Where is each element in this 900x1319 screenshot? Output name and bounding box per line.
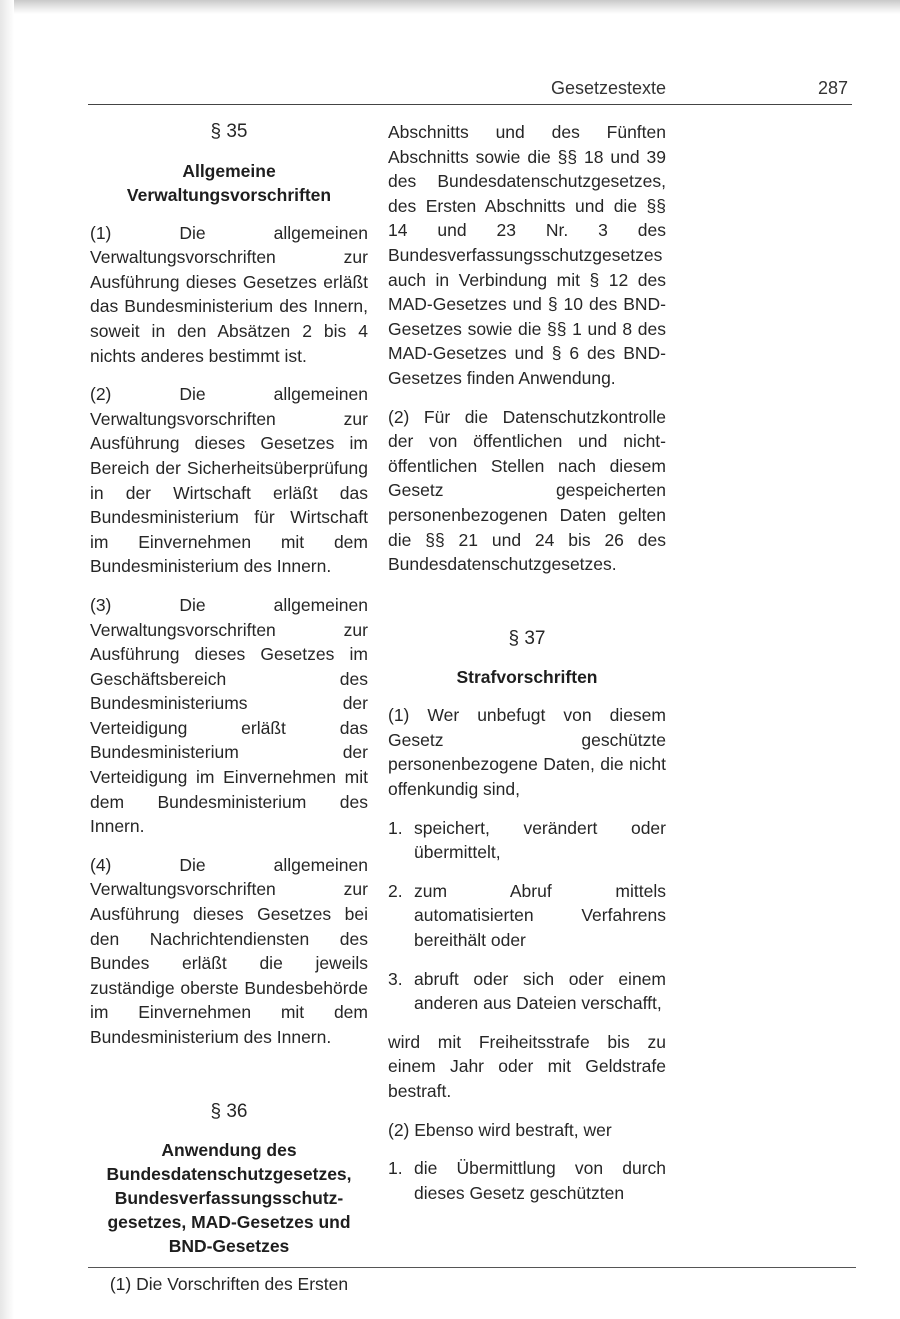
section-36-paragraph-1-start: (1) Die Vorschriften des Ersten — [109, 1274, 349, 1295]
section-35-number: § 35 — [210, 121, 248, 142]
section-36-title — [90, 1138, 368, 1258]
section-37-number: § 37 — [508, 627, 546, 649]
page-number: 287 — [817, 78, 848, 98]
section-36-title-line: Bundesverfassungsschutz- — [114, 1188, 344, 1209]
section-35-paragraph-3: (3) Die allgemeinen Verwaltungsvorschriften zur Ausführung dieses Gesetzes im Geschäftsbereich des Bundesministeriums der Verteidigung erläßt das Bundesministerium der Verteidigung im Einvernehmen mit dem Bundesministerium des Innern. — [90, 594, 368, 837]
right-column — [388, 120, 666, 1219]
header-rule — [88, 104, 852, 105]
section-35-paragraph-2: (2) Die allgemeinen Verwaltungsvorschriften zur Ausführung dieses Gesetzes im Bereich der Sicherheitsüberprüfung in der Wirtschaft erläßt das Bundesministerium für Wirtschaft im Einvernehmen mit dem Bundesministerium des Innern. — [90, 384, 368, 577]
section-spacer — [388, 591, 666, 627]
scan-edge-top — [0, 0, 900, 14]
section-36-title-line: gesetzes, MAD-Gesetzes und — [107, 1212, 351, 1233]
section-35-paragraph-1: (1) Die allgemeinen Verwaltungsvorschriften zur Ausführung dieses Gesetzes erläßt das Bundesministerium des Innern, soweit in den Absätzen 2 bis 4 nichts anderes bestimmt ist. — [90, 222, 368, 366]
section-35-title-line: Verwaltungsvorschriften — [126, 184, 332, 205]
section-36-title-line: BND-Gesetzes — [168, 1236, 290, 1257]
section-37-penalty: wird mit Freiheitsstrafe bis zu einem Jahr oder mit Geldstrafe bestraft. — [388, 1031, 666, 1101]
section-37-paragraph-2: (2) Ebenso wird bestraft, wer — [388, 1119, 612, 1140]
list-item-text: die Übermittlung von durch dieses Gesetz geschützten — [414, 1158, 666, 1203]
section-37-list-2 — [388, 1156, 666, 1205]
left-column — [90, 120, 368, 1311]
section-35-title — [90, 159, 368, 207]
section-37-list-1 — [388, 816, 666, 1016]
list-item — [388, 879, 666, 953]
list-item-number: 1. — [388, 1158, 403, 1179]
list-item-number: 3. — [388, 968, 403, 989]
footer-rule — [88, 1267, 856, 1268]
list-item — [388, 816, 666, 865]
list-item-text: speichert, verändert oder übermittelt, — [414, 817, 666, 863]
list-item — [388, 1156, 666, 1205]
list-item-text: zum Abruf mittels automatisierten Verfahrens bereithält oder — [414, 880, 666, 951]
section-spacer — [90, 1064, 368, 1100]
list-item-number: 2. — [388, 880, 403, 901]
section-36-paragraph-2: (2) Für die Datenschutzkontrolle der von öffentlichen und nicht-öffentlichen Stellen nach diesem Gesetz gespeicherten personenbezogenen Daten gelten die §§ 21 und 24 bis 26 des Bundesdatenschutzgesetzes. — [388, 406, 666, 575]
section-36-paragraph-1-continued: Abschnitts und des Fünften Abschnitts sowie die §§ 18 und 39 des Bundesdatenschutzgesetzes, des Ersten Abschnitts und die §§ 14 und 23 Nr. 3 des Bundesverfassungsschutzgesetzes auch in Verbindung mit § 12 des MAD-Gesetzes und § 10 des BND-Gesetzes sowie die §§ 1 und 8 des MAD-Gesetzes und § 6 des BND-Gesetzes finden Anwendung. — [388, 122, 666, 388]
scan-edge-left — [0, 0, 14, 1319]
section-36-title-line: Anwendung des — [161, 1140, 297, 1161]
list-item — [388, 967, 666, 1016]
section-35-paragraph-4: (4) Die allgemeinen Verwaltungsvorschriften zur Ausführung dieses Gesetzes bei den Nachrichtendiensten des Bundes erläßt die jeweils zuständige oberste Bundesbehörde im Einvernehmen mit dem Bundesministerium des Innern. — [90, 854, 368, 1047]
section-36-title-line: Bundesdatenschutzgesetzes, — [106, 1164, 352, 1185]
section-35-title-line: Allgemeine — [182, 160, 276, 181]
page-header — [88, 76, 852, 102]
list-item-text: abruft oder sich oder einem anderen aus Dateien verschafft, — [414, 968, 666, 1014]
section-37-title: Strafvorschriften — [456, 667, 598, 688]
list-item-number: 1. — [388, 817, 403, 838]
section-36-number: § 36 — [210, 1100, 248, 1122]
running-title: Gesetzestexte — [550, 78, 666, 98]
section-37-paragraph-1: (1) Wer unbefugt von diesem Gesetz geschützte personenbezogene Daten, die nicht offenkundig sind, — [388, 705, 666, 800]
